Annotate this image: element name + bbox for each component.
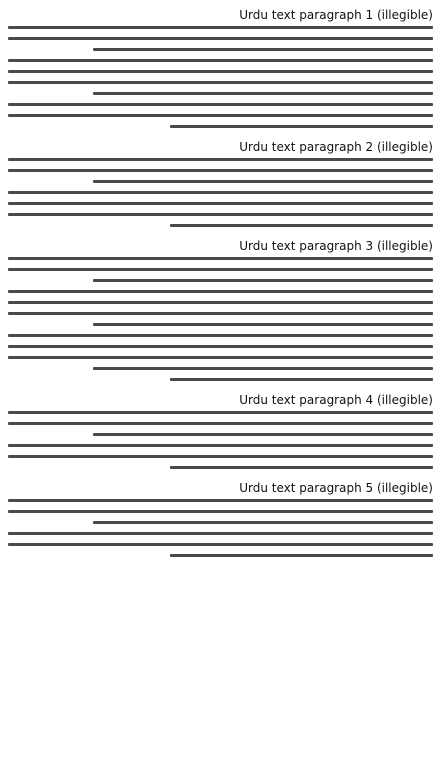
text-line <box>8 444 433 447</box>
paragraph-3 <box>8 237 433 381</box>
text-line <box>8 301 433 304</box>
paragraph-5 <box>8 479 433 557</box>
text-lines <box>8 26 433 128</box>
text-lines <box>8 411 433 469</box>
text-line <box>8 543 433 546</box>
paragraph-text: Urdu text paragraph 4 (illegible) <box>239 393 433 407</box>
text-line <box>8 158 433 161</box>
text-line <box>93 92 433 95</box>
text-line <box>93 48 433 51</box>
text-line <box>8 345 433 348</box>
text-line <box>8 70 433 73</box>
paragraph-1 <box>8 6 433 128</box>
text-line <box>93 367 433 370</box>
paragraph-text: Urdu text paragraph 2 (illegible) <box>239 140 433 154</box>
text-line <box>8 114 433 117</box>
text-line <box>170 466 434 469</box>
text-line <box>8 37 433 40</box>
text-line <box>8 169 433 172</box>
text-line <box>8 290 433 293</box>
text-line <box>8 499 433 502</box>
text-line <box>8 268 433 271</box>
text-line <box>8 510 433 513</box>
paragraph-4 <box>8 391 433 469</box>
text-line <box>8 59 433 62</box>
text-line <box>8 202 433 205</box>
text-line <box>8 334 433 337</box>
text-line <box>8 411 433 414</box>
text-line <box>8 532 433 535</box>
text-line <box>93 323 433 326</box>
paragraph-2 <box>8 138 433 227</box>
text-line <box>8 356 433 359</box>
paragraph-text: Urdu text paragraph 5 (illegible) <box>239 481 433 495</box>
text-line <box>8 312 433 315</box>
paragraph-text: Urdu text paragraph 1 (illegible) <box>239 8 433 22</box>
text-line <box>8 81 433 84</box>
text-line <box>93 433 433 436</box>
text-line <box>93 180 433 183</box>
text-line <box>170 554 434 557</box>
text-line <box>8 191 433 194</box>
paragraph-text: Urdu text paragraph 3 (illegible) <box>239 239 433 253</box>
text-lines <box>8 158 433 227</box>
text-line <box>8 422 433 425</box>
text-line <box>170 125 434 128</box>
text-line <box>8 26 433 29</box>
text-line <box>170 224 434 227</box>
text-line <box>93 279 433 282</box>
text-line <box>8 103 433 106</box>
text-line <box>93 521 433 524</box>
text-line <box>8 257 433 260</box>
text-line <box>8 455 433 458</box>
text-lines <box>8 257 433 381</box>
text-line <box>8 213 433 216</box>
text-line <box>170 378 434 381</box>
text-lines <box>8 499 433 557</box>
